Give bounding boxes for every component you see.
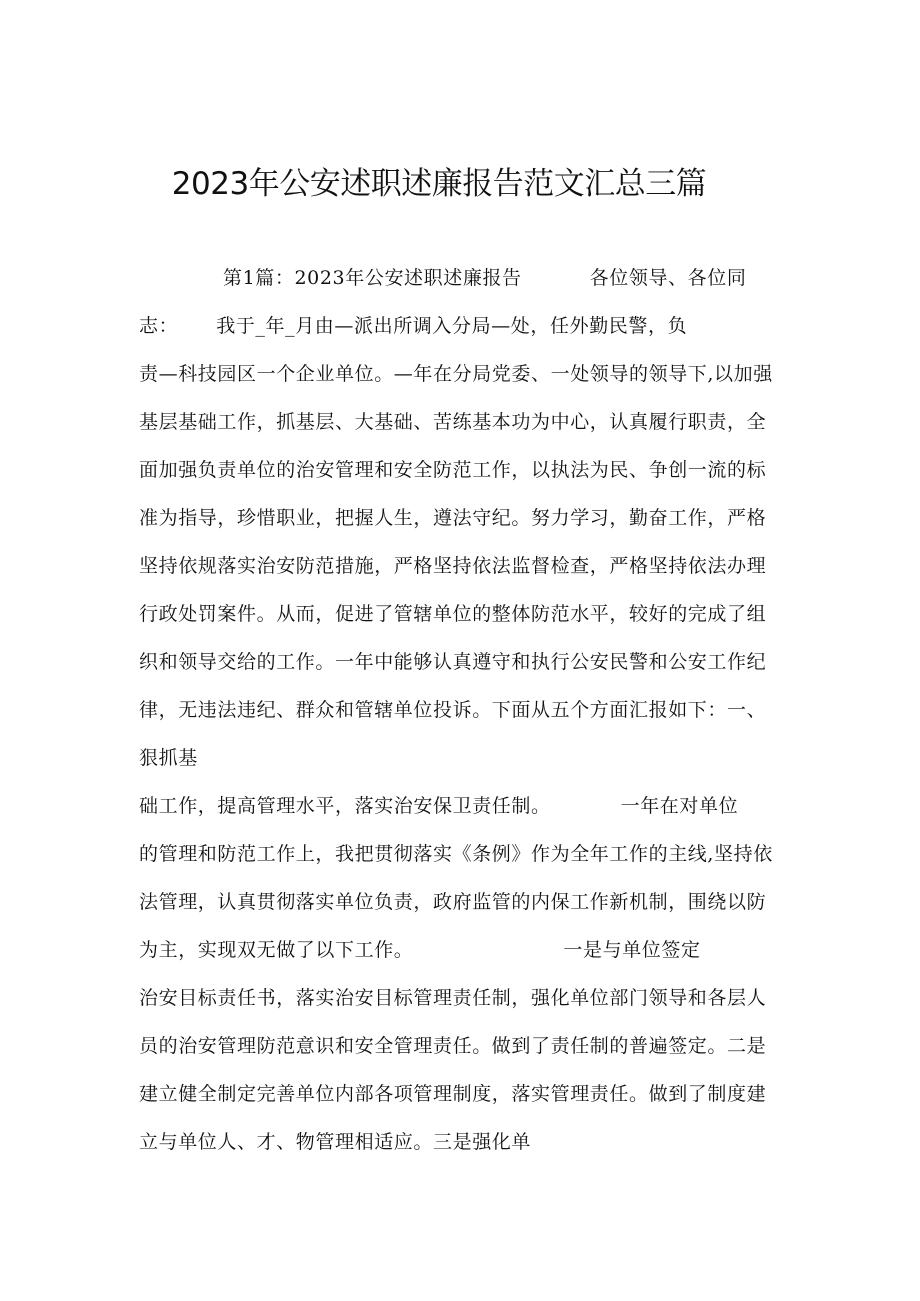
paragraph-line: 准为指导，珍惜职业，把握人生，遵法守纪。努力学习，勤奋工作，严格 bbox=[139, 507, 767, 529]
document-title: 2023年公安述职述廉报告范文汇总三篇 bbox=[171, 166, 707, 202]
paragraph-line: 志： 我于_年_月由—派出所调入分局—处，任外勤民警，负 bbox=[139, 315, 688, 337]
paragraph-line: 第1篇：2023年公安述职述廉报告 各位领导、各位同 bbox=[223, 267, 747, 289]
paragraph-line: 法管理，认真贯彻落实单位负责，政府监管的内保工作新机制，围绕以防 bbox=[139, 891, 767, 913]
paragraph-line: 员的治安管理防范意识和安全管理责任。做到了责任制的普遍签定。二是 bbox=[139, 1035, 767, 1057]
paragraph-line: 基层基础工作，抓基层、大基础、苦练基本功为中心，认真履行职责，全 bbox=[139, 411, 767, 433]
paragraph-line: 础工作，提高管理水平，落实治安保卫责任制。 一年在对单位 bbox=[139, 795, 739, 817]
paragraph-line: 行政处罚案件。从而，促进了管辖单位的整体防范水平，较好的完成了组 bbox=[139, 603, 767, 625]
paragraph-line: 狠抓基 bbox=[139, 747, 198, 769]
paragraph-line: 律，无违法违纪、群众和管辖单位投诉。下面从五个方面汇报如下：一、 bbox=[139, 699, 767, 721]
paragraph-line: 为主，实现双无做了以下工作。 一是与单位签定 bbox=[139, 939, 701, 961]
paragraph-line: 面加强负责单位的治安管理和安全防范工作，以执法为民、争创一流的标 bbox=[139, 459, 767, 481]
paragraph-line: 责—科技园区一个企业单位。—年在分局党委、一处领导的领导下,以加强 bbox=[139, 363, 773, 385]
paragraph-line: 治安目标责任书，落实治安目标管理责任制，强化单位部门领导和各层人 bbox=[139, 987, 767, 1009]
paragraph-line: 建立健全制定完善单位内部各项管理制度，落实管理责任。做到了制度建 bbox=[139, 1083, 767, 1105]
paragraph-line: 坚持依规落实治安防范措施，严格坚持依法监督检查，严格坚持依法办理 bbox=[139, 555, 767, 577]
paragraph-line: 立与单位人、才、物管理相适应。三是强化单 bbox=[139, 1131, 532, 1153]
paragraph-line: 的管理和防范工作上，我把贯彻落实《条例》作为全年工作的主线,坚持依 bbox=[139, 843, 773, 865]
section-heading: 第1篇：2023年公安述职述廉报告 bbox=[223, 267, 522, 289]
paragraph-line: 织和领导交给的工作。一年中能够认真遵守和执行公安民警和公安工作纪 bbox=[139, 651, 767, 673]
